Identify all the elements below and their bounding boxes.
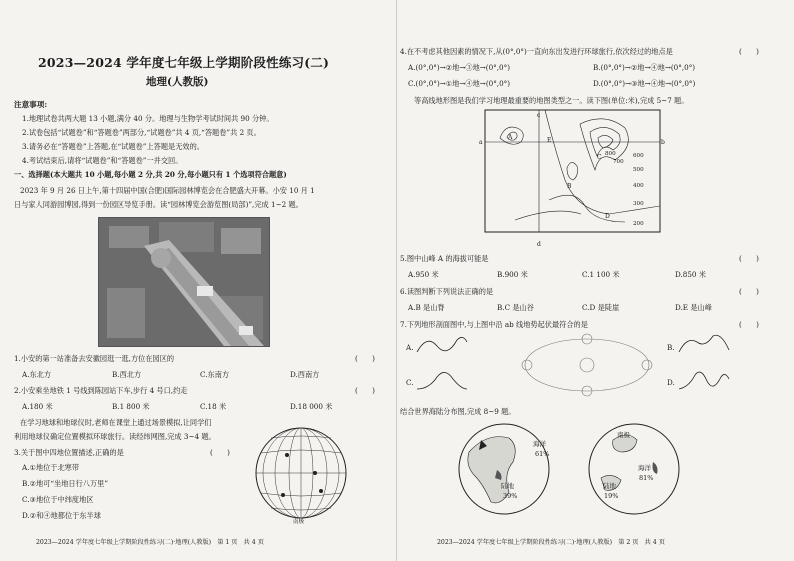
contour-400: 400 — [633, 183, 644, 189]
contour-300: 300 — [633, 201, 644, 207]
contour-700: 700 — [613, 159, 624, 165]
hemi-left-ocean-pct: 61% — [535, 450, 550, 458]
park-map-image — [98, 217, 270, 347]
q1-option-a: A.东北方 — [22, 370, 52, 379]
q1-option-d: D.西南方 — [290, 370, 320, 379]
contour-label-d-point: D — [605, 213, 610, 220]
q3-option-c: C.③地位于中纬度地区 — [22, 495, 94, 504]
intro-4: 结合世界海陆分布图,完成 8~9 题。 — [400, 407, 516, 416]
q7-option-a: A. — [406, 343, 414, 352]
q3-option-a: A.①地位于北寒带 — [22, 463, 80, 472]
q5-option-a: A.950 米 — [408, 270, 439, 279]
q2-option-b: B.1 800 米 — [112, 402, 150, 411]
q6-option-d: D.E 是山峰 — [675, 303, 712, 312]
q4-answer-paren: ( ) — [739, 47, 759, 56]
hemi-right-ocean-pct: 81% — [639, 474, 654, 482]
q7-option-c: C. — [406, 378, 414, 387]
water-hemisphere-map — [587, 422, 682, 517]
contour-label-b: b — [661, 139, 665, 146]
q6-option-c: C.D 是陡崖 — [582, 303, 620, 312]
contour-label-d: d — [537, 241, 541, 248]
q6-option-a: A.B 是山脊 — [408, 303, 445, 312]
intro-1-line-2: 日与家人同游园博园,得到一份园区导览手册。读“园林博览会游览图(局部)”,完成 1~2 题。 — [14, 200, 303, 209]
contour-label-a: a — [479, 139, 483, 146]
hemi-left-land: 陆地 — [501, 482, 514, 490]
q4-stem: 4.在不考虑其他因素的情况下,从(0°,0°)一直向东出发进行环球旅行,依次经过的地点是 — [400, 47, 673, 56]
exam-subtitle: 地理(人教版) — [146, 76, 209, 88]
intro-2-line-2: 利用地球仪确定位置模拟环球旅行。读经纬网图,完成 3~4 题。 — [14, 432, 216, 441]
q4-option-a: A.(0°,0°)→②地→③地→(0°,0°) — [408, 63, 511, 72]
q4-option-b: B.(0°,0°)→②地→④地→(0°,0°) — [593, 63, 696, 72]
q2-option-d: D.18 000 米 — [290, 402, 333, 411]
q2-stem: 2.小安乘坐地铁 1 号线到陈园站下车,步行 4 号口,约走 — [14, 386, 188, 395]
q6-stem: 6.读图判断下列说法正确的是 — [400, 287, 494, 296]
exam-title: 2023—2024 学年度七年级上学期阶段性练习(二) — [38, 55, 330, 70]
contour-200: 200 — [633, 221, 644, 227]
note-4: 4.考试结束后,请将“试题卷”和“答题卷”一并交回。 — [22, 156, 183, 165]
q1-stem: 1.小安的第一站准备去安徽园逛一逛,方位在园区的 — [14, 354, 175, 363]
contour-label-c-point: C — [597, 154, 602, 161]
intro-3: 等高线地形图是我们学习地理最重要的地图类型之一。读下图(单位:米),完成 5~7 题。 — [414, 96, 689, 105]
right-footer: 2023—2024 学年度七年级上学期阶段性练习(二)·地理(人教版) 第 2 页 共 4 页 — [437, 539, 665, 546]
profile-b — [679, 332, 729, 358]
globe-pole-label: 南极 — [293, 519, 305, 525]
q7-answer-paren: ( ) — [739, 320, 759, 329]
q1-option-b: B.西北方 — [112, 370, 142, 379]
q3-option-b: B.②地可“坐地日行八万里” — [22, 479, 109, 488]
contour-label-e-point: E — [547, 137, 552, 144]
q3-answer-paren: ( ) — [210, 448, 230, 457]
hemi-right-land-pct: 19% — [604, 492, 619, 500]
q5-stem: 5.图中山峰 A 的海拔可能是 — [400, 254, 489, 263]
q4-option-d: D.(0°,0°)→③地→④地→(0°,0°) — [593, 79, 696, 88]
section-1-heading: 一、选择题(本大题共 10 小题,每小题 2 分,共 20 分,每小题只有 1 个选项符合题意) — [14, 170, 287, 179]
q5-option-b: B.900 米 — [497, 270, 528, 279]
hemi-left-ocean: 海洋 — [533, 440, 546, 448]
q5-answer-paren: ( ) — [739, 254, 759, 263]
intro-2-line-1: 在学习地球和地球仪时,老师在课堂上通过场景模拟,让同学们 — [20, 418, 212, 427]
intro-1-line-1: 2023 年 9 月 26 日上午,第十四届中国(合肥)国际园林博览会在合肥盛大开幕。小安 10 月 1 — [20, 186, 315, 195]
note-2: 2.试卷包括“试题卷”和“答题卷”两部分,“试题卷”共 4 页,“答题卷”共 2 页。 — [22, 128, 261, 137]
left-footer: 2023—2024 学年度七年级上学期阶段性练习(二)·地理(人教版) 第 1 页 共 4 页 — [36, 539, 264, 546]
q1-option-c: C.东南方 — [200, 370, 230, 379]
q3-stem: 3.关于图中四地位置描述,正确的是 — [14, 448, 124, 457]
q7-stem: 7.下列地形剖面图中,与上图中沿 ab 线地势起伏最符合的是 — [400, 320, 588, 329]
q5-option-d: D.850 米 — [675, 270, 706, 279]
q2-answer-paren: ( ) — [355, 386, 375, 395]
notes-heading: 注意事项: — [14, 100, 48, 109]
orbit-diagram — [517, 330, 657, 400]
q1-answer-paren: ( ) — [355, 354, 375, 363]
graticule-globe — [253, 425, 349, 525]
right-page — [397, 0, 794, 561]
contour-label-peak-a: A — [508, 134, 513, 141]
contour-500: 500 — [633, 167, 644, 173]
hemi-left-land-pct: 39% — [503, 492, 518, 500]
q6-option-b: B.C 是山谷 — [497, 303, 534, 312]
contour-label-b-point: B — [567, 183, 572, 190]
q4-option-c: C.(0°,0°)→①地→④地→(0°,0°) — [408, 79, 511, 88]
hemi-right-polar: 南极 — [617, 431, 630, 439]
q7-option-d: D. — [667, 378, 675, 387]
q7-option-b: B. — [667, 343, 675, 352]
profile-a — [417, 332, 467, 358]
q5-option-c: C.1 100 米 — [582, 270, 620, 279]
q6-answer-paren: ( ) — [739, 287, 759, 296]
note-1: 1.地理试卷共两大题 13 小题,满分 40 分。地理与生物学考试时间共 90 分钟。 — [22, 114, 274, 123]
contour-600: 600 — [633, 153, 644, 159]
profile-d — [679, 367, 729, 393]
hemi-right-ocean: 海洋 — [638, 464, 651, 472]
q2-option-c: C.18 米 — [200, 402, 227, 411]
hemi-right-land: 陆地 — [603, 482, 616, 490]
note-3: 3.请务必在“答题卷”上答题,在“试题卷”上答题是无效的。 — [22, 142, 204, 151]
profile-c — [417, 367, 467, 393]
land-hemisphere-map — [457, 422, 552, 517]
q3-option-d: D.②和④地都位于东半球 — [22, 511, 101, 520]
q2-option-a: A.180 米 — [22, 402, 53, 411]
contour-800: 800 — [605, 151, 616, 157]
contour-label-c: c — [537, 112, 541, 119]
